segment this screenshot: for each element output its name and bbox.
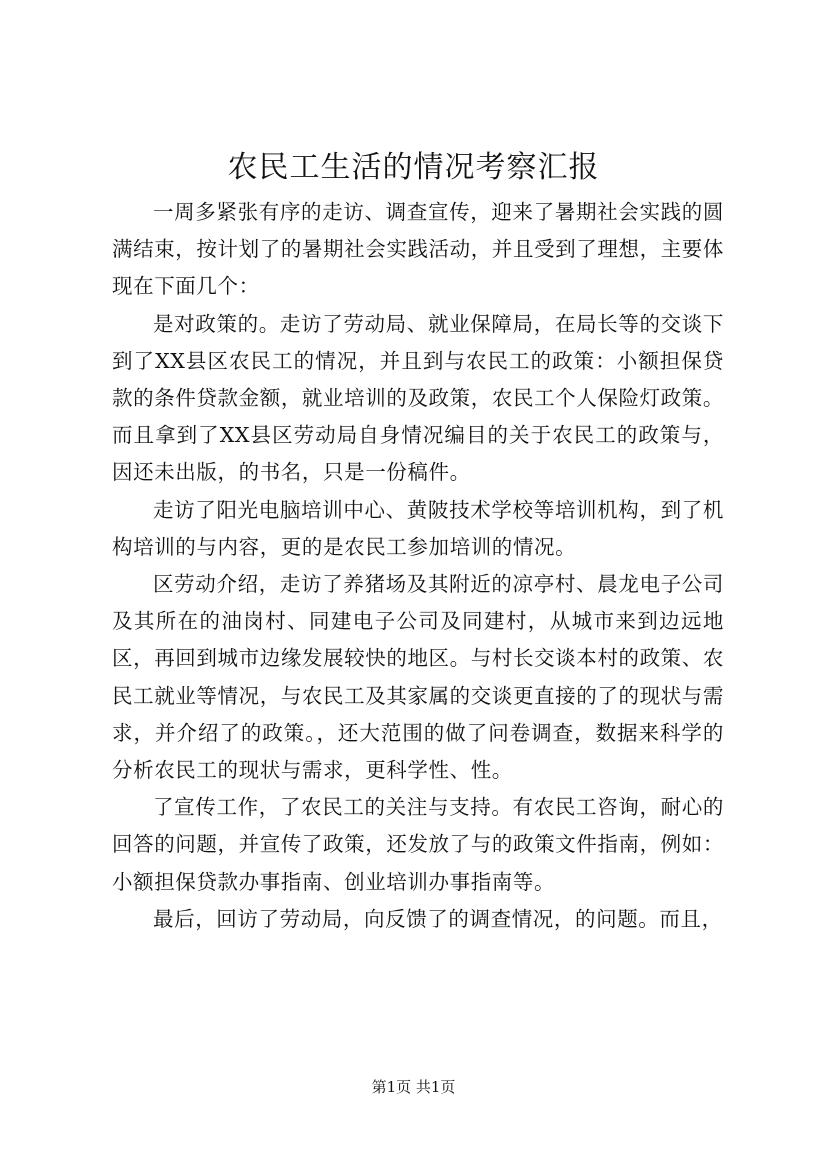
paragraph-6: 最后，回访了劳动局，向反馈了的调查情况，的问题。而且， [153,906,723,931]
paragraph-3: 走访了阳光电脑培训中心、黄陂技术学校等培训机构，到了机构培训的与内容，更的是农民工参加培训的情况。 [112,497,724,559]
document-title: 农民工生活的情况考察汇报 [227,150,600,185]
paragraph-2: 是对政策的。走访了劳动局、就业保障局，在局长等的交谈下到了XX县区农民工的情况，并且到与农民工的政策：小额担保贷款的条件贷款金额，就业培训的及政策，农民工个人保险灯政策。而且拿到了XX县区劳动局自身情况编目的关于农民工的政策与，因还未出版，的书名，只是一份稿件。 [112,311,724,485]
paragraph-1: 一周多紧张有序的走访、调查宣传，迎来了暑期社会实践的圆满结束，按计划了的暑期社会实践活动，并且受到了理想，主要体现在下面几个： [112,200,724,299]
document-body [112,194,724,938]
paragraph-4: 区劳动介绍，走访了养猪场及其附近的凉亭村、晨龙电子公司及其所在的油岗村、同建电子公司及同建村，从城市来到边远地区，再回到城市边缘发展较快的地区。与村长交谈本村的政策、农民工就业等情况，与农民工及其家属的交谈更直接的了的现状与需求，并介绍了的政策。，还大范围的做了问卷调查，数据来科学的分析农民工的现状与需求，更科学性、性。 [112,572,724,783]
paragraph-5: 了宣传工作，了农民工的关注与支持。有农民工咨询，耐心的回答的问题，并宣传了政策，还发放了与的政策文件指南，例如：小额担保贷款办事指南、创业培训办事指南等。 [112,795,724,894]
page-footer: 第1页 共1页 [371,1078,456,1096]
